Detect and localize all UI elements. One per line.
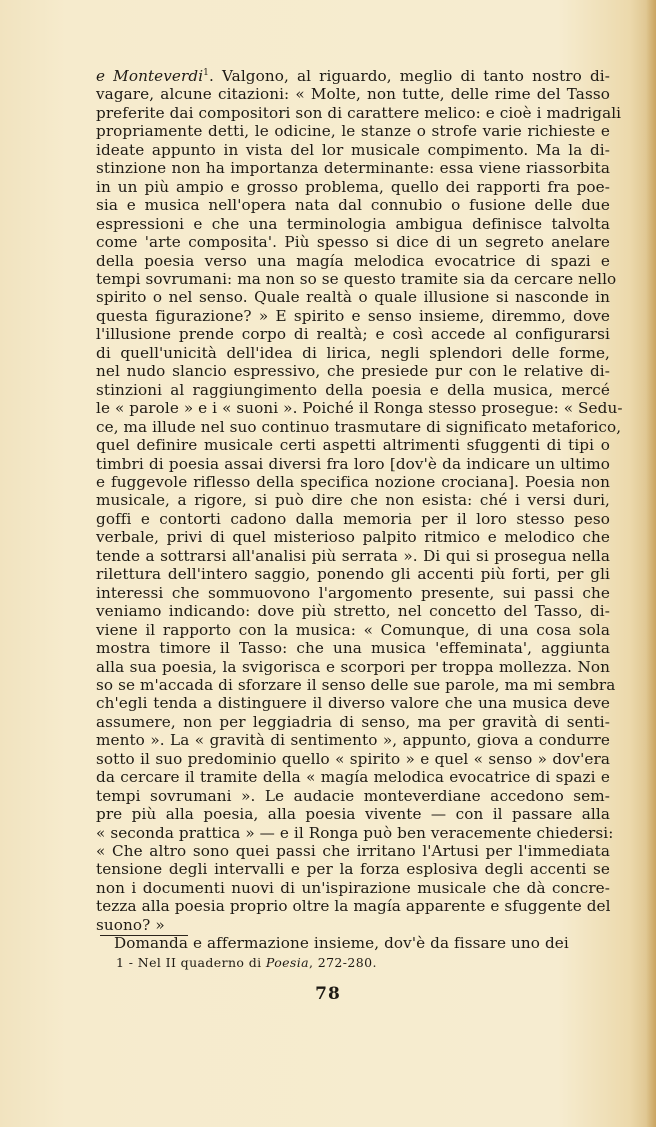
text-line: [96, 675, 616, 694]
line-text: verbale, privi di quel misterioso palpito ritmico e melodico che: [96, 528, 610, 547]
text-line: [96, 473, 610, 491]
text-line: [96, 141, 610, 159]
text-line: [96, 417, 622, 436]
footnote-text-after: , 272-280.: [308, 955, 377, 970]
line-text: preferite dai compositori son di carattere melico: e cioè i madrigali: [96, 103, 622, 122]
line-text: ce, ma illude nel suo continuo trasmutare di significato metaforico,: [96, 417, 622, 436]
line-text: tensione degli intervalli e per la forza esplosiva degli accenti se: [96, 860, 610, 879]
line-text: tende a sottrarsi all'analisi più serrata ». Di qui si prosegua nella: [96, 546, 610, 565]
text-line: [96, 731, 610, 749]
text-line: [96, 178, 610, 196]
body-text: [96, 67, 623, 953]
text-line: [96, 879, 610, 897]
line-text: le « parole » e i « suoni ». Poiché il Ronga stesso prosegue: « Sedu-: [96, 399, 623, 418]
text-line: [96, 602, 610, 620]
line-text: pre più alla poesia, alla poesia vivente — con il passare alla: [96, 805, 610, 824]
line-text: l'illusione prende corpo di realtà; e così accede al configurarsi: [96, 325, 610, 344]
line-text: sotto il suo predominio quello « spirito » e quel « senso » dov'era: [96, 749, 610, 768]
text-line: [96, 621, 610, 639]
text-line: [96, 252, 610, 270]
line-text: stinzioni al raggiungimento della poesia e della musica, mercé: [96, 380, 610, 399]
line-text: ideate appunto in vista del lor musicale compimento. Ma la di-: [96, 140, 610, 159]
text-line: [96, 196, 610, 214]
line-text: e fuggevole riflesso della specifica nozione crociana]. Poesia non: [96, 472, 610, 491]
line-text: tempi sovrumani ». Le audacie monteverdiane accedono sem-: [96, 786, 610, 805]
footnote-italic-title: Poesia: [265, 955, 309, 970]
text-line: [96, 159, 610, 177]
page-edge-shadow: [646, 0, 656, 1127]
text-line: [96, 897, 610, 915]
text-line: [96, 399, 623, 418]
text-line: [96, 362, 610, 380]
line-text: da cercare il tramite della « magía melodica evocatrice di spazi e: [96, 768, 610, 787]
text-line: [96, 455, 610, 473]
line-text: nel nudo slancio espressivo, che presiede pur con le relative di-: [96, 362, 610, 381]
text-line: [96, 491, 610, 509]
text-line: [96, 381, 610, 399]
line-text: mostra timore il Tasso: che una musica 'effeminata', aggiunta: [96, 639, 610, 658]
text-line: [96, 510, 610, 528]
text-line: [96, 823, 614, 842]
text-line: [96, 307, 610, 325]
line-text: « Che altro sono quei passi che irritano l'Artusi per l'immediata: [96, 842, 610, 861]
text-line: [96, 67, 610, 85]
text-line: [96, 934, 610, 952]
italic-lead: e Monteverdi: [96, 67, 204, 85]
text-line: [96, 916, 610, 934]
text-line: [96, 547, 610, 565]
text-line: [96, 842, 610, 860]
text-line: [96, 528, 610, 546]
footnote-reference: 1: [203, 67, 209, 78]
text-line: [96, 103, 622, 122]
line-text: interessi che sommuovono l'argomento presente, sui passi che: [96, 583, 610, 602]
line-text: quel definire musicale certi aspetti altrimenti sfuggenti di tipi o: [96, 436, 610, 455]
text-line: [96, 694, 610, 712]
line-text: sia e musica nell'opera nata dal connubio o fusione delle due: [96, 196, 610, 215]
text-line: [96, 325, 610, 343]
line-text: Domanda e affermazione insieme, dov'è da fissare uno dei: [114, 934, 569, 953]
footnote-marker: 1: [116, 955, 125, 970]
line-text: musicale, a rigore, si può dire che non esista: ché i versi duri,: [96, 491, 610, 510]
line-text: propriamente detti, le odicine, le stanze o strofe varie richieste e: [96, 122, 610, 141]
text-line: [96, 787, 610, 805]
text-line: [96, 658, 610, 676]
line-text: spirito o nel senso. Quale realtà o quale illusione si nasconde in: [96, 288, 610, 307]
text-line: [96, 860, 610, 878]
line-text: vagare, alcune citazioni: « Molte, non tutte, delle rime del Tasso: [96, 85, 610, 104]
text-line: [96, 233, 610, 251]
text-line: [96, 584, 610, 602]
line-text: di quell'unicità dell'idea di lirica, negli splendori delle forme,: [96, 343, 610, 362]
text-line: [96, 122, 610, 140]
text-line: [96, 215, 610, 233]
line-text: assumere, non per leggiadria di senso, ma per gravità di senti-: [96, 712, 610, 731]
text-line: [96, 805, 610, 823]
line-text: tezza alla poesia proprio oltre la magía apparente e sfuggente del: [96, 897, 611, 916]
line-text: tempi sovrumani: ma non so se questo tramite sia da cercare nello: [96, 269, 617, 288]
line-text: in un più ampio e grosso problema, quello dei rapporti fra poe-: [96, 177, 610, 196]
line-text: della poesia verso una magía melodica evocatrice di spazi e: [96, 251, 610, 270]
line-text: ch'egli tenda a distinguere il diverso valore che una musica deve: [96, 694, 610, 713]
line-text: so se m'accada di sforzare il senso delle sue parole, ma mi sembra: [96, 675, 616, 694]
line-text: timbri di poesia assai diversi fra loro [dov'è da indicare un ultimo: [96, 454, 610, 473]
text-line: [96, 750, 610, 768]
footnote-separator: [100, 935, 188, 936]
line-text: stinzione non ha importanza determinante: essa viene riassorbita: [96, 159, 610, 178]
text-line: [96, 344, 610, 362]
line-text: rilettura dell'intero saggio, ponendo gli accenti più forti, per gli: [96, 565, 610, 584]
line-text: . Valgono, al riguardo, meglio di tanto nostro di-: [208, 67, 610, 85]
line-text: goffi e contorti cadono dalla memoria per il loro stesso peso: [96, 509, 610, 528]
line-text: questa figurazione? » E spirito e senso insieme, diremmo, dove: [96, 306, 610, 325]
text-line: [96, 85, 610, 103]
line-text: non i documenti nuovi di un'ispirazione musicale che dà concre-: [96, 878, 610, 897]
line-text: alla sua poesia, la svigorisca e scorpori per troppa mollezza. Non: [96, 657, 610, 676]
text-line: [96, 436, 610, 454]
line-text: espressioni e che una terminologia ambigua definisce talvolta: [96, 214, 610, 233]
line-text: suono? »: [96, 915, 165, 934]
line-text: veniamo indicando: dove più stretto, nel concetto del Tasso, di-: [96, 602, 610, 621]
text-line: [96, 768, 610, 786]
text-line: [96, 269, 617, 288]
text-line: [96, 288, 610, 306]
page-number: 78: [315, 984, 341, 1004]
text-line: [96, 565, 610, 583]
footnote: [116, 955, 377, 971]
line-text: come 'arte composita'. Più spesso si dice di un segreto anelare: [96, 233, 610, 252]
text-line: [96, 639, 610, 657]
text-line: [96, 713, 610, 731]
line-text: viene il rapporto con la musica: « Comunque, di una cosa sola: [96, 620, 610, 639]
line-text: « seconda prattica » — e il Ronga può ben veracemente chiedersi:: [96, 823, 614, 842]
line-text: mento ». La « gravità di sentimento », appunto, giova a condurre: [96, 731, 610, 750]
footnote-text-before: - Nel II quaderno di: [124, 955, 266, 970]
